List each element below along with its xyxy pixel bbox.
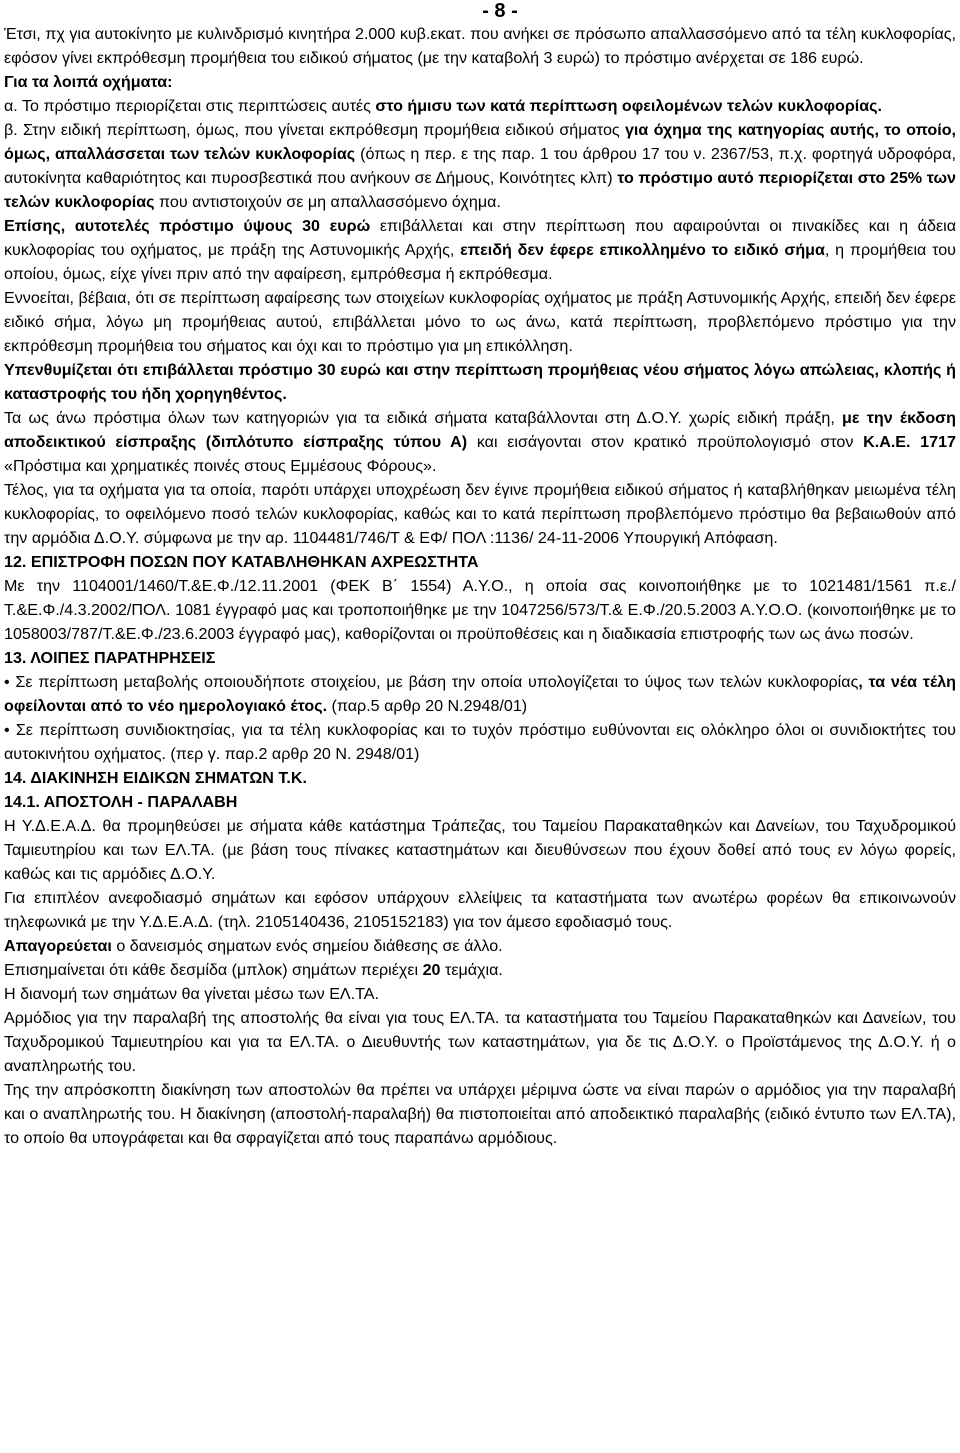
text-run: Η Υ.Δ.Ε.Α.Δ. θα προμηθεύσει με σήματα κάθε κατάστημα Τράπεζας, του Ταμείου Παρακαταθηκών και Δανείων, του Ταχυδρομικού Ταμιευτηρίου και των ΕΛ.ΤΑ. (με βάση τους πίνακες καταστημάτων και διευθύνσεων που έχουν δοθεί από τους εν λόγω φορείς, καθώς και τις αρμόδιες Δ.Ο.Υ.	[4, 817, 956, 883]
text-run: Εννοείται, βέβαια, ότι σε περίπτωση αφαίρεσης των στοιχείων κυκλοφορίας οχήματος με πράξη Αστυνομικής Αρχής, επειδή δεν έφερε ειδικό σήμα, λόγω μη προμήθειας αυτού, επιβάλλεται μόνο το ως άνω, κατά περίπτωση, προβλεπόμενο πρόστιμο για την εκπρόθεσμη προμήθεια του σήματος και όχι και το πρόστιμο για μη επικόλληση.	[4, 289, 956, 355]
paragraph	[4, 1078, 956, 1150]
paragraph	[4, 406, 956, 478]
text-run: Επισημαίνεται ότι κάθε δεσμίδα (μπλοκ) σημάτων περιέχει	[4, 961, 423, 979]
paragraph	[4, 286, 956, 358]
text-run: που αντιστοιχούν σε μη απαλλασσόμενο όχημα.	[154, 193, 501, 211]
paragraph	[4, 94, 956, 118]
paragraph	[4, 22, 956, 70]
paragraph	[4, 814, 956, 886]
text-run: επιβάλλεται και στην περίπτωση που αφαιρούνται οι πινακίδες και η άδεια κυκλοφορίας του οχήματος, με πράξη της Αστυνομικής Αρχής,	[4, 217, 956, 259]
bold-text: 12. ΕΠΙΣΤΡΟΦΗ ΠΟΣΩΝ ΠΟΥ ΚΑΤΑΒΛΗΘΗΚΑΝ ΑΧΡΕΩΣΤΗΤΑ	[4, 553, 479, 571]
paragraph	[4, 574, 956, 646]
bullet-item	[4, 670, 956, 718]
bold-text: Κ.Α.Ε. 1717	[863, 433, 956, 451]
bold-text: Υπενθυμίζεται ότι επιβάλλεται πρόστιμο 30 ευρώ και στην περίπτωση προμήθειας νέου σήματος λόγω απώλειας, κλοπής ή καταστροφής του ήδη χορηγηθέντος.	[4, 361, 956, 403]
bold-text: για όχημα της κατηγορίας αυτής, το οποίο, όμως, απαλλάσσεται των τελών κυκλοφορίας	[4, 121, 956, 163]
page-number: - 8 -	[482, 0, 518, 22]
text-run: και εισάγονται στον κρατικό προϋπολογισμό στον	[467, 433, 864, 451]
bold-text: στο ήμισυ των κατά περίπτωση οφειλομένων τελών κυκλοφορίας.	[375, 97, 883, 115]
text-run: Τέλος, για τα οχήματα για τα οποία, παρότι υπάρχει υποχρέωση δεν έγινε προμήθεια ειδικού σήματος ή καταβλήθηκαν μειωμένα τέλη κυκλοφορίας, το οφειλόμενο ποσό τελών κυκλοφορίας, καθώς και το κατά περίπτωση προβλεπόμενο πρόστιμο θα βεβαιωθούν από την αρμόδια Δ.Ο.Υ. σύμφωνα με την αρ. 1104481/746/Τ & ΕΦ/ ΠΟΛ :1136/ 24-11-2006 Υπουργική Απόφαση.	[4, 481, 956, 547]
text-run: Της την απρόσκοπτη διακίνηση των αποστολών θα πρέπει να υπάρχει μέριμνα ώστε να είναι παρών ο αρμόδιος για την παραλαβή και ο αναπληρωτής του. Η διακίνηση (αποστολή-παραλαβή) θα πιστοποιείται από αποδεικτικό παραλαβής (ειδικό έντυπο των ΕΛ.ΤΑ), το οποίο θα υπογράφεται και θα σφραγίζεται από τους παραπάνω αρμόδιους.	[4, 1081, 956, 1147]
paragraph	[4, 886, 956, 934]
text-run: Με την 1104001/1460/Τ.&Ε.Φ./12.11.2001 (ΦΕΚ Β΄ 1554) Α.Υ.Ο., η οποία σας κοινοποιήθηκε με το 1021481/1561 π.ε./Τ.&Ε.Φ./4.3.2002/ΠΟΛ. 1081 έγγραφό μας και τροποποιήθηκε με την 1047256/573/Τ.& Ε.Φ./20.5.2003 Α.Υ.Ο.Ο. (κοινοποιήθηκε με το 1058003/787/Τ.&Ε.Φ./23.6.2003 έγγραφό μας), καθορίζονται οι προϋποθέσεις και η διαδικασία επιστροφής των ως άνω ποσών.	[4, 577, 956, 643]
paragraph	[4, 118, 956, 214]
text-run: Τα ως άνω πρόστιμα όλων των κατηγοριών για τα ειδικά σήματα καταβάλλονται στη Δ.Ο.Υ. χωρίς ειδική πράξη,	[4, 409, 843, 427]
document-body	[4, 22, 956, 1150]
text-run: Αρμόδιος για την παραλαβή της αποστολής θα είναι για τους ΕΛ.ΤΑ. τα καταστήματα του Ταμείου Παρακαταθηκών και Δανείων, του Ταχυδρομικού Ταμιευτηρίου και για τα ΕΛ.ΤΑ. ο Διευθυντής των καταστημάτων, για δε τις Δ.Ο.Υ. ο Προϊστάμενος της Δ.Ο.Υ. ή ο αναπληρωτής του.	[4, 1009, 956, 1075]
text-run: • Σε περίπτωση μεταβολής οποιουδήποτε στοιχείου, με βάση την οποία υπολογίζεται το ύψος των τελών κυκλοφορίας	[4, 673, 859, 691]
bold-text: επειδή δεν έφερε επικολλημένο το ειδικό σήμα	[460, 241, 825, 259]
bold-text: Επίσης, αυτοτελές πρόστιμο ύψους 30 ευρώ	[4, 217, 371, 235]
bold-text: 13. ΛΟΙΠΕΣ ΠΑΡΑΤΗΡΗΣΕΙΣ	[4, 649, 216, 667]
text-run: • Σε περίπτωση συνιδιοκτησίας, για τα τέλη κυκλοφορίας και το τυχόν πρόστιμο ευθύνονται εις ολόκληρο όλοι οι συνιδιοκτήτες του αυτοκινήτου οχήματος. (περ γ. παρ.2 αρθρ 20 Ν. 2948/01)	[4, 721, 956, 763]
paragraph	[4, 958, 956, 982]
section-heading	[4, 790, 956, 814]
text-run: (παρ.5 αρθρ 20 Ν.2948/01)	[327, 697, 528, 715]
paragraph	[4, 214, 956, 286]
paragraph	[4, 358, 956, 406]
text-run: β. Στην ειδική περίπτωση, όμως, που γίνεται εκπρόθεσμη προμήθεια ειδικού σήματος	[4, 121, 625, 139]
paragraph	[4, 982, 956, 1006]
bold-text: 20	[422, 961, 441, 979]
bold-text: , τα νέα τέλη οφείλονται από το νέο ημερολογιακό έτος.	[4, 673, 956, 715]
paragraph	[4, 934, 956, 958]
text-run: Για επιπλέον ανεφοδιασμό σημάτων και εφόσον υπάρχουν ελλείψεις τα καταστήματα των ανωτέρω φορέων θα επικοινωνούν τηλεφωνικά με την Υ.Δ.Ε.Α.Δ. (τηλ. 2105140436, 2105152183) για τον άμεσο εφοδιασμό τους.	[4, 889, 956, 931]
bold-text: με την έκδοση αποδεικτικού είσπραξης (διπλότυπο είσπραξης τύπου Α)	[4, 409, 956, 451]
bold-text: Απαγορεύεται	[4, 937, 112, 955]
section-heading	[4, 766, 956, 790]
section-heading	[4, 646, 956, 670]
paragraph	[4, 1006, 956, 1078]
text-run: , η προμήθεια του οποίου, όμως, είχε γίνει πριν από την αφαίρεση, εμπρόθεσμα ή εκπρόθεσμα.	[4, 241, 956, 283]
text-run: τεμάχια.	[440, 961, 503, 979]
bold-text: το πρόστιμο αυτό περιορίζεται στο 25% των τελών κυκλοφορίας	[4, 169, 956, 211]
bold-text: 14.1. ΑΠΟΣΤΟΛΗ - ΠΑΡΑΛΑΒΗ	[4, 793, 238, 811]
bullet-item	[4, 718, 956, 766]
text-run: Έτσι, πχ για αυτοκίνητο με κυλινδρισμό κινητήρα 2.000 κυβ.εκατ. που ανήκει σε πρόσωπο απαλλασσόμενο από τα τέλη κυκλοφορίας, εφόσον γίνει εκπρόθεσμη προμήθεια του ειδικού σήματος (με την καταβολή 3 ευρώ) το πρόστιμο ανέρχεται σε 186 ευρώ.	[4, 25, 956, 67]
section-heading	[4, 70, 956, 94]
text-run: α. Το πρόστιμο περιορίζεται στις περιπτώσεις αυτές	[4, 97, 376, 115]
bold-text: Για τα λοιπά οχήματα:	[4, 73, 173, 91]
paragraph	[4, 478, 956, 550]
text-run: «Πρόστιμα και χρηματικές ποινές στους Εμμέσους Φόρους».	[4, 457, 437, 475]
text-run: (όπως η περ. ε της παρ. 1 του άρθρου 17 του ν. 2367/53, π.χ. φορτηγά υδροφόρα, αυτοκίνητα καθαριότητος και πυροσβεστικά που ανήκουν σε Δήμους, Κοινότητες κλπ)	[4, 145, 956, 187]
bold-text: 14. ΔΙΑΚΙΝΗΣΗ ΕΙΔΙΚΩΝ ΣΗΜΑΤΩΝ Τ.Κ.	[4, 769, 307, 787]
text-run: ο δανεισμός σηματων ενός σημείου διάθεσης σε άλλο.	[111, 937, 503, 955]
section-heading	[4, 550, 956, 574]
text-run: Η διανομή των σημάτων θα γίνεται μέσω των ΕΛ.ΤΑ.	[4, 985, 379, 1003]
